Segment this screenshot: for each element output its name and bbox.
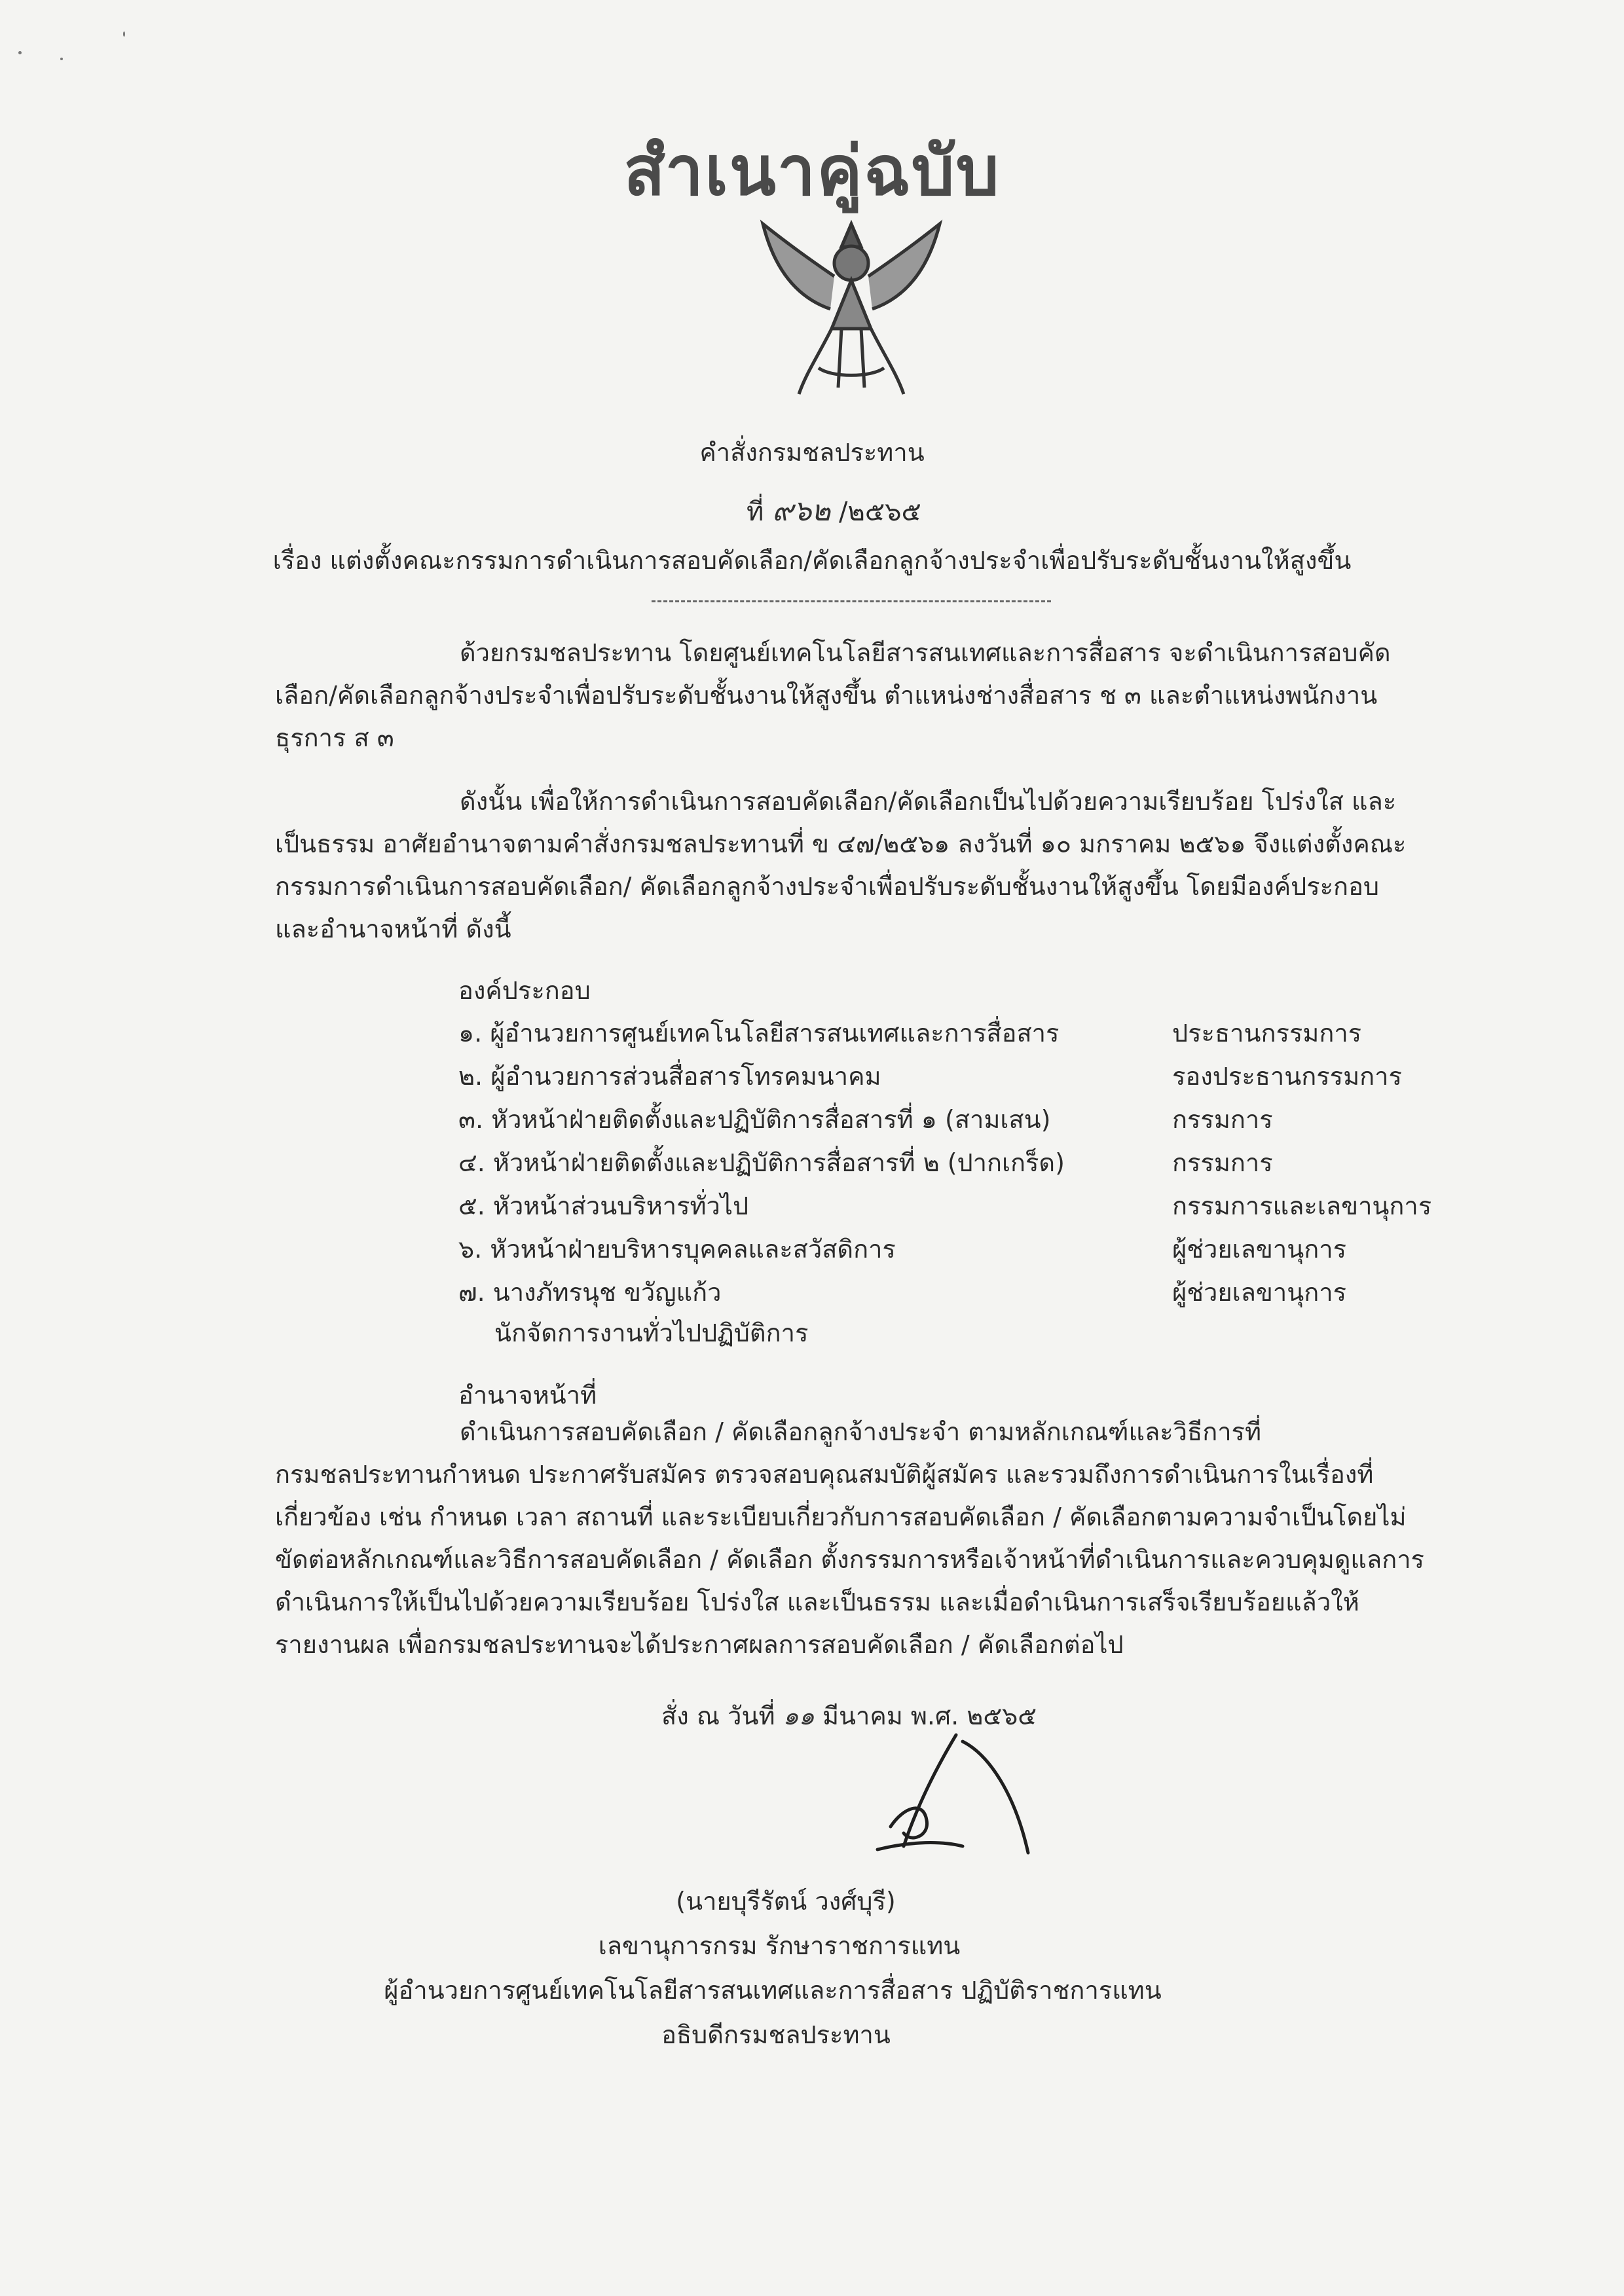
divider <box>652 600 1051 602</box>
member-title: ๕. หัวหน้าส่วนบริหารทั่วไป <box>458 1192 749 1220</box>
member-role: ผู้ช่วยเลขานุการ <box>1172 1235 1346 1264</box>
committee-member-row <box>458 1098 1441 1141</box>
date-day-handwritten: ๑๑ <box>783 1702 815 1730</box>
handwritten-signature <box>864 1728 1048 1866</box>
paragraph-intro: ด้วยกรมชลประทาน โดยศูนย์เทคโนโลยีสารสนเทศและการสื่อสาร จะดำเนินการสอบคัดเลือก/คัดเลือกลูกจ้างประจำเพื่อปรับระดับชั้นงานให้สูงขึ้น ตำแหน่งช่างสื่อสาร ช ๓ และตำแหน่งพนักงานธุรการ ส ๓ <box>275 638 1391 752</box>
committee-member-row <box>458 1055 1441 1098</box>
member-role: ประธานกรรมการ <box>1172 1019 1362 1048</box>
member-role: กรรมการและเลขานุการ <box>1172 1192 1432 1220</box>
date-prefix: สั่ง ณ วันที่ <box>661 1702 775 1730</box>
scan-speck <box>18 51 22 54</box>
date-month-year: มีนาคม พ.ศ. ๒๕๖๕ <box>822 1702 1037 1730</box>
order-title: คำสั่งกรมชลประทาน <box>699 438 925 467</box>
composition-heading: องค์ประกอบ <box>458 976 591 1005</box>
committee-member-row <box>458 1184 1441 1228</box>
member-role: กรรมการ <box>1172 1148 1273 1177</box>
order-number-suffix: /๒๕๖๕ <box>838 497 921 527</box>
member-title: ๓. หัวหน้าฝ่ายติดตั้งและปฏิบัติการสื่อสารที่ ๑ (สามเสน) <box>458 1105 1051 1134</box>
composition-list <box>458 1011 1441 1314</box>
paragraph-duties: ดำเนินการสอบคัดเลือก / คัดเลือกลูกจ้างประจำ ตามหลักเกณฑ์และวิธีการที่กรมชลประทานกำหนด ประกาศรับสมัคร ตรวจสอบคุณสมบัติผู้สมัคร และรวมถึงการดำเนินการในเรื่องที่เกี่ยวข้อง เช่น กำหนด เวลา สถานที่ และระเบียบเกี่ยวกับการสอบคัดเลือก / คัดเลือกตามความจำเป็นโดยไม่ขัดต่อหลักเกณฑ์และวิธีการสอบคัดเลือก / คัดเลือก ตั้งกรรมการหรือเจ้าหน้าที่ดำเนินการและควบคุมดูแลการดำเนินการให้เป็นไปด้วยความเรียบร้อย โปร่งใส และเป็นธรรม และเมื่อดำเนินการเสร็จเรียบร้อยแล้วให้รายงานผล เพื่อกรมชลประทานจะได้ประกาศผลการสอบคัดเลือก / คัดเลือกต่อไป <box>275 1417 1424 1659</box>
member-title: ๖. หัวหน้าฝ่ายบริหารบุคคลและสวัสดิการ <box>458 1235 896 1264</box>
member-title: ๗. นางภัทรนุช ขวัญแก้ว <box>458 1278 722 1307</box>
signer-name: (นายบุรีรัตน์ วงศ์บุรี) <box>676 1887 896 1916</box>
garuda-emblem-icon <box>753 211 950 407</box>
member-title: ๔. หัวหน้าฝ่ายติดตั้งและปฏิบัติการสื่อสารที่ ๒ (ปากเกร็ด) <box>458 1148 1065 1177</box>
member-role: ผู้ช่วยเลขานุการ <box>1172 1278 1346 1307</box>
signature-block <box>0 1879 1624 2057</box>
scan-speck <box>123 31 125 37</box>
copy-stamp: สำเนาคู่ฉบับ <box>623 131 1001 211</box>
duties-heading: อำนาจหน้าที่ <box>458 1381 597 1410</box>
scan-speck <box>60 58 63 60</box>
member-position-note: นักจัดการงานทั่วไปปฏิบัติการ <box>494 1319 809 1347</box>
member-title: ๑. ผู้อำนวยการศูนย์เทคโนโลยีสารสนเทศและการสื่อสาร <box>458 1019 1060 1048</box>
order-subject: เรื่อง แต่งตั้งคณะกรรมการดำเนินการสอบคัดเลือก/คัดเลือกลูกจ้างประจำเพื่อปรับระดับชั้นงานให้สูงขึ้น <box>272 546 1352 575</box>
signer-title-1: เลขานุการกรม รักษาราชการแทน <box>598 1931 961 1960</box>
committee-member-row <box>458 1228 1441 1271</box>
member-role: กรรมการ <box>1172 1105 1273 1134</box>
member-title: ๒. ผู้อำนวยการส่วนสื่อสารโทรคมนาคม <box>458 1062 881 1091</box>
order-number <box>747 488 921 534</box>
signer-title-3: อธิบดีกรมชลประทาน <box>661 2020 891 2049</box>
signer-title-2: ผู้อำนวยการศูนย์เทคโนโลยีสารสนเทศและการสื่อสาร ปฏิบัติราชการแทน <box>384 1976 1162 2005</box>
paragraph-authority: ดังนั้น เพื่อให้การดำเนินการสอบคัดเลือก/คัดเลือกเป็นไปด้วยความเรียบร้อย โปร่งใส และเป็นธรรม อาศัยอำนาจตามคำสั่งกรมชลประทานที่ ข ๔๗/๒๕๖๑ ลงวันที่ ๑๐ มกราคม ๒๕๖๑ จึงแต่งตั้งคณะกรรมการดำเนินการสอบคัดเลือก/ คัดเลือกลูกจ้างประจำเพื่อปรับระดับชั้นงานให้สูงขึ้น โดยมีองค์ประกอบ และอำนาจหน้าที่ ดังนี้ <box>275 787 1407 943</box>
committee-member-row <box>458 1011 1441 1055</box>
order-number-handwritten: ๙๖๒ <box>772 494 831 528</box>
order-number-prefix: ที่ <box>747 497 764 527</box>
committee-member-row <box>458 1141 1441 1184</box>
committee-member-row <box>458 1271 1441 1314</box>
member-role: รองประธานกรรมการ <box>1172 1062 1402 1091</box>
